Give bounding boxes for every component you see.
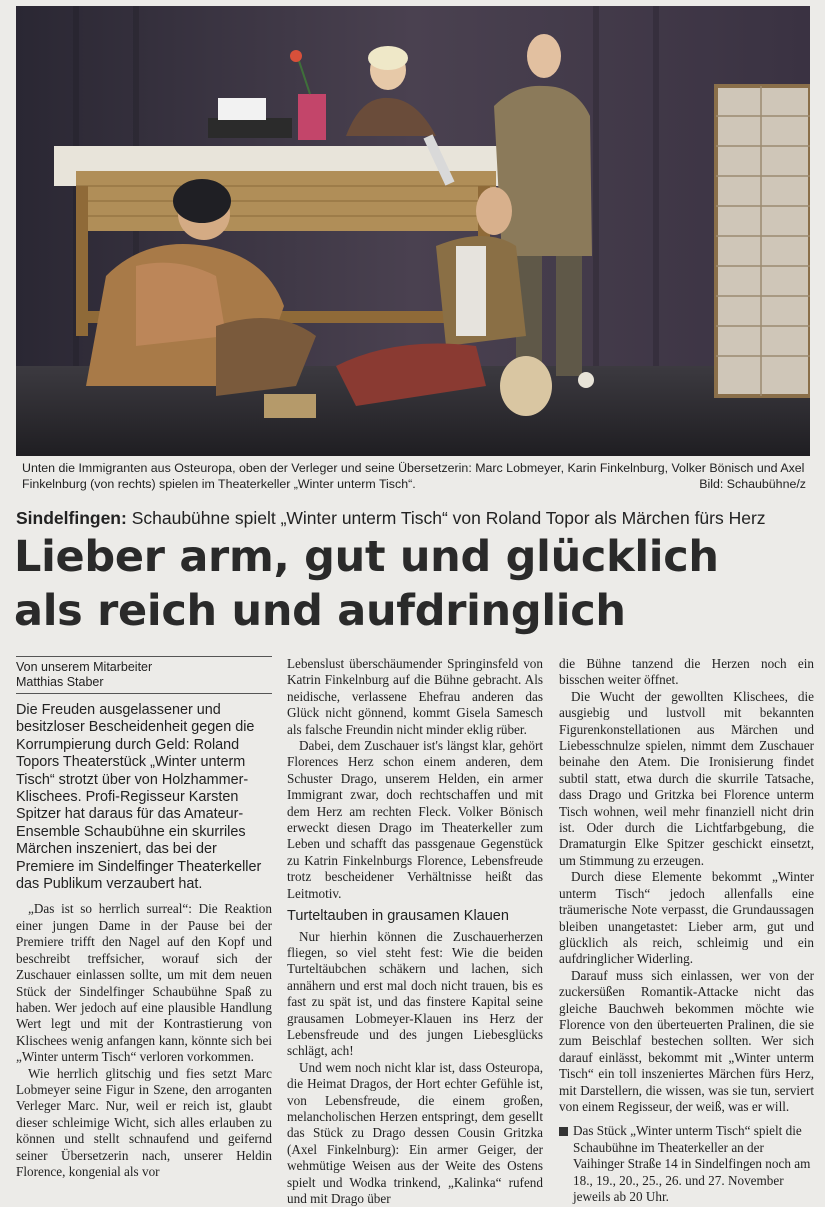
byline [16,656,272,694]
paragraph: Dabei, dem Zuschauer ist's längst klar, gehört Florences Herz schon einem anderen, dem Schuster Drago, unserem Helden, ein armer Immigrant zwar, doch rechtschaffen und mit dem Herz am rechten Fleck. Volker Bönisch erweckt diesen Drago im Theaterkeller zum Leben und schafft das passgenaue Gegenstück zu Katrin Finkelnburgs Florence, Lebensfreude trotz bescheidener Verhältnisse heißt das Leitmotiv. [287,738,543,901]
paragraph: Und wem noch nicht klar ist, dass Osteuropa, die Heimat Dragos, der Hort echter Gefühle ist, von Lebensfreude, die einem großen, melancholischen Herzen entspringt, dem gesellt das Stück zu Drago dessen Cousin Gritzka (Axel Finkelnburg): Ein armer Geiger, der wehmütige Weisen aus der Weite des Ostens spielt und Wodka trinkend, „Kalinka“ rufend und mit Drago über [287,1059,543,1206]
subheading: Turteltauben in grausamen Klauen [287,908,509,925]
caption-text: Unten die Immigranten aus Osteuropa, oben der Verleger und seine Übersetzerin: Marc Lobmeyer, Karin Finkelnburg, Volker Bönisch und Axel Finkelnburg (von rechts) spielen im Theaterkeller „Winter unterm Tisch“. [22,461,805,491]
square-bullet-icon [559,1127,568,1136]
headline-line-1: Lieber arm, gut und glücklich [14,532,719,582]
folding-screen [716,86,810,396]
stage-photo [16,6,810,456]
byline-role: Von unserem Mitarbeiter [16,660,153,674]
article-column-1 [16,656,272,1180]
paragraph: die Bühne tanzend die Herzen noch ein bisschen weiter öffnet. [559,656,814,688]
info-text: Das Stück „Winter unterm Tisch“ spielt die Schaubühne im Theaterkeller an der Vaihinger Straße 14 in Sindelfingen noch am 18., 19., 20., 25., 26. und 27. November jeweils ab 20 Uhr. [573,1123,811,1204]
paragraph: Nur hierhin können die Zuschauerherzen fliegen, so viel steht fest: Wie die beiden Turteltäubchen schäkern und lachen, sich annähern und erst mal doch nicht trauen, bis es fast zu spät ist, und das finstere Kapital seine grausamen Lobmeyer-Klauen ins Herz der Lebensfreude und des jungen Liebesglücks schlägt, ach! [287,928,543,1059]
article-lead: Die Freuden ausgelassener und besitzloser Bescheidenheit gegen die Korrumpierung durch Geld: Roland Topors Theaterstück „Winter unterm Tisch“ strotzt über von Holzhammer-Klischees. Profi-Regisseur Karsten Spitzer hat daraus für das Amateur-Ensemble Schaubühne ein skurriles Märchen inszeniert, das bei der Premiere im Sindelfinger Theaterkeller das Publikum verzaubert hat. [16,702,262,893]
info-box [559,1123,814,1205]
headline-line-2: als reich und aufdringlich [14,586,626,636]
photo-caption [22,460,812,492]
paragraph: „Das ist so herrlich surreal“: Die Reaktion einer jungen Dame in der Pause bei der Premiere trifft den Nagel auf den Kopf und beschreibt treffsicher, worauf sich der Zuschauer einlassen sollte, um mit dem neuen Stück der Sindelfinger Schaubühne Spaß zu haben. Wer jedoch auf eine plausible Handlung Wert legt und mit der Kontrastierung von Klischees wenig anfangen kann, könnte sich bei „Winter unterm Tisch“ verloren vorkommen. [16,901,272,1065]
kicker [16,508,816,529]
paragraph: Darauf muss sich einlassen, wer von der zuckersüßen Romantik-Attacke nicht das gleiche Bauchweh bekommen möchte wie Florence von den überteuerten Pralinen, die sie zum Beischlaf bestechen sollten. Wer sich darauf einlässt, bekommt mit „Winter unterm Tisch“ ein toll inszeniertes Märchen fürs Herz, mit Darstellern, die wissen, was sie tun, serviert von einem Regisseur, der weiß, was er will. [559,967,814,1114]
paragraph: Wie herrlich glitschig und fies setzt Marc Lobmeyer seine Figur in Szene, den arroganten Verleger Marc. Nur, weil er reich ist, glaubt dieser schleimige Wicht, sich alles erlauben zu können und stellt schnaufend und geifernd seiner Übersetzerin nach, unserer Heldin Florence, kongenial als vor [16,1065,272,1179]
paragraph: Die Wucht der gewollten Klischees, die ausgiebig und lustvoll mit bekannten Figurenkonstellationen aus Märchen und Liebesschnulze spielen, nimmt dem Zuschauer beinahe den Atem. Die Ironisierung findet subtil statt, etwa durch die skurrile Tatsache, dass Drago und Gritzka bei Florence unterm Tisch wohnen, weil mehr finanziell nicht drin ist. Oder durch die Lichtfarbgebung, die Dramaturgin Elke Spitzer geschickt einsetzt, um Stimmung zu erzeugen. [559,688,814,868]
headline [14,530,814,638]
paragraph: Lebenslust überschäumender Springinsfeld von Katrin Finkelnburg auf die Bühne gebracht. Als neidische, verlassene Ehefrau anderen das Glück nicht gönnend, kommt Gisela Samesch als falsche Freundin nicht minder eklig rüber. [287,656,543,737]
kicker-place: Sindelfingen: [16,508,127,528]
paragraph: Durch diese Elemente bekommt „Winter unterm Tisch“ jedoch allenfalls eine träumerische Note verpasst, die Grundaussagen bleiben unangetastet: Lieber arm, gut und glücklich als reich, schleimig und ein aufdringlicher Widerling. [559,869,814,967]
article-column-2 [287,656,543,1207]
byline-author: Matthias Staber [16,675,104,689]
photo-credit: Bild: Schaubühne/z [699,477,806,491]
kicker-text: Schaubühne spielt „Winter unterm Tisch“ von Roland Topor als Märchen fürs Herz [131,508,766,528]
stage-scene-illustration [16,6,810,456]
article-column-3 [559,656,814,1205]
